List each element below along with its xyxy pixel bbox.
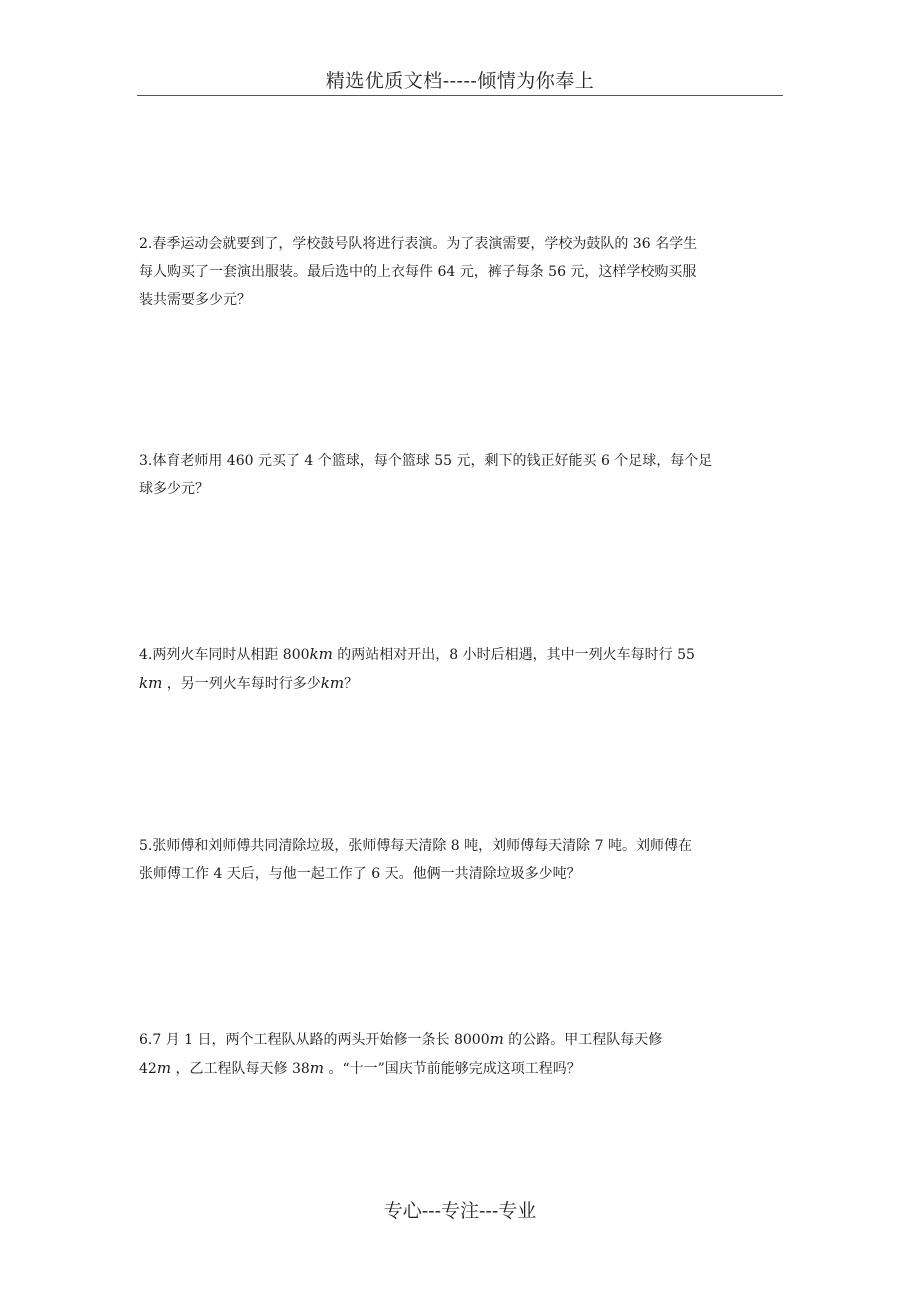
question-6-text-d: ，乙工程队每天修 38 bbox=[171, 1061, 310, 1077]
question-3-line-1: 3.体育老师用 460 元买了 4 个篮球，每个篮球 55 元，剩下的钱正好能买 6 个足球，每个足 bbox=[139, 453, 713, 469]
question-4-text-b: 的两站相对开出，8 小时后相遇，其中一列火车每时行 55 bbox=[332, 647, 695, 663]
unit-km: km bbox=[139, 674, 163, 692]
question-6-text-c: 42 bbox=[139, 1061, 157, 1077]
question-3 bbox=[139, 447, 785, 503]
question-2 bbox=[139, 230, 785, 314]
question-6-line-1 bbox=[139, 1025, 785, 1054]
question-6 bbox=[139, 1025, 785, 1083]
question-3-line-2: 球多少元？ bbox=[139, 481, 209, 497]
unit-m: m bbox=[489, 1030, 504, 1048]
question-5-line-1: 5.张师傅和刘师傅共同清除垃圾，张师傅每天清除 8 吨，刘师傅每天清除 7 吨。刘师傅在 bbox=[139, 838, 692, 854]
question-4-line-1 bbox=[139, 640, 785, 669]
page-footer: 专心---专注---专业 bbox=[383, 1200, 537, 1222]
question-4 bbox=[139, 640, 785, 698]
question-4-text-c: ，另一列火车每时行多少 bbox=[162, 676, 321, 692]
question-2-line-3: 装共需要多少元？ bbox=[139, 292, 251, 308]
header-title: 精选优质文档-----倾情为你奉上 bbox=[325, 70, 595, 92]
question-4-line-2 bbox=[139, 669, 785, 698]
question-6-line-2 bbox=[139, 1054, 785, 1083]
unit-km: km bbox=[309, 645, 333, 663]
question-5 bbox=[139, 832, 785, 888]
unit-m: m bbox=[156, 1059, 172, 1077]
question-6-text-e: 。“十一”国庆节前能够完成这项工程吗？ bbox=[324, 1061, 581, 1077]
question-6-text-b: 的公路。甲工程队每天修 bbox=[503, 1032, 663, 1048]
question-4-text-d: ？ bbox=[344, 676, 359, 692]
question-6-text-a: 6.7 月 1 日，两个工程队从路的两头开始修一条长 8000 bbox=[139, 1032, 490, 1048]
question-4-text-a: 4.两列火车同时从相距 800 bbox=[139, 647, 310, 663]
unit-m: m bbox=[309, 1059, 325, 1077]
question-2-line-2: 每人购买了一套演出服装。最后选中的上衣每件 64 元，裤子每条 56 元，这样学校购买服 bbox=[139, 264, 697, 280]
unit-km: km bbox=[320, 674, 345, 692]
question-5-line-2: 张师傅工作 4 天后，与他一起工作了 6 天。他俩一共清除垃圾多少吨？ bbox=[139, 866, 581, 882]
question-2-line-1: 2.春季运动会就要到了，学校鼓号队将进行表演。为了表演需要，学校为鼓队的 36 名学生 bbox=[139, 236, 698, 252]
page-header bbox=[137, 64, 783, 96]
